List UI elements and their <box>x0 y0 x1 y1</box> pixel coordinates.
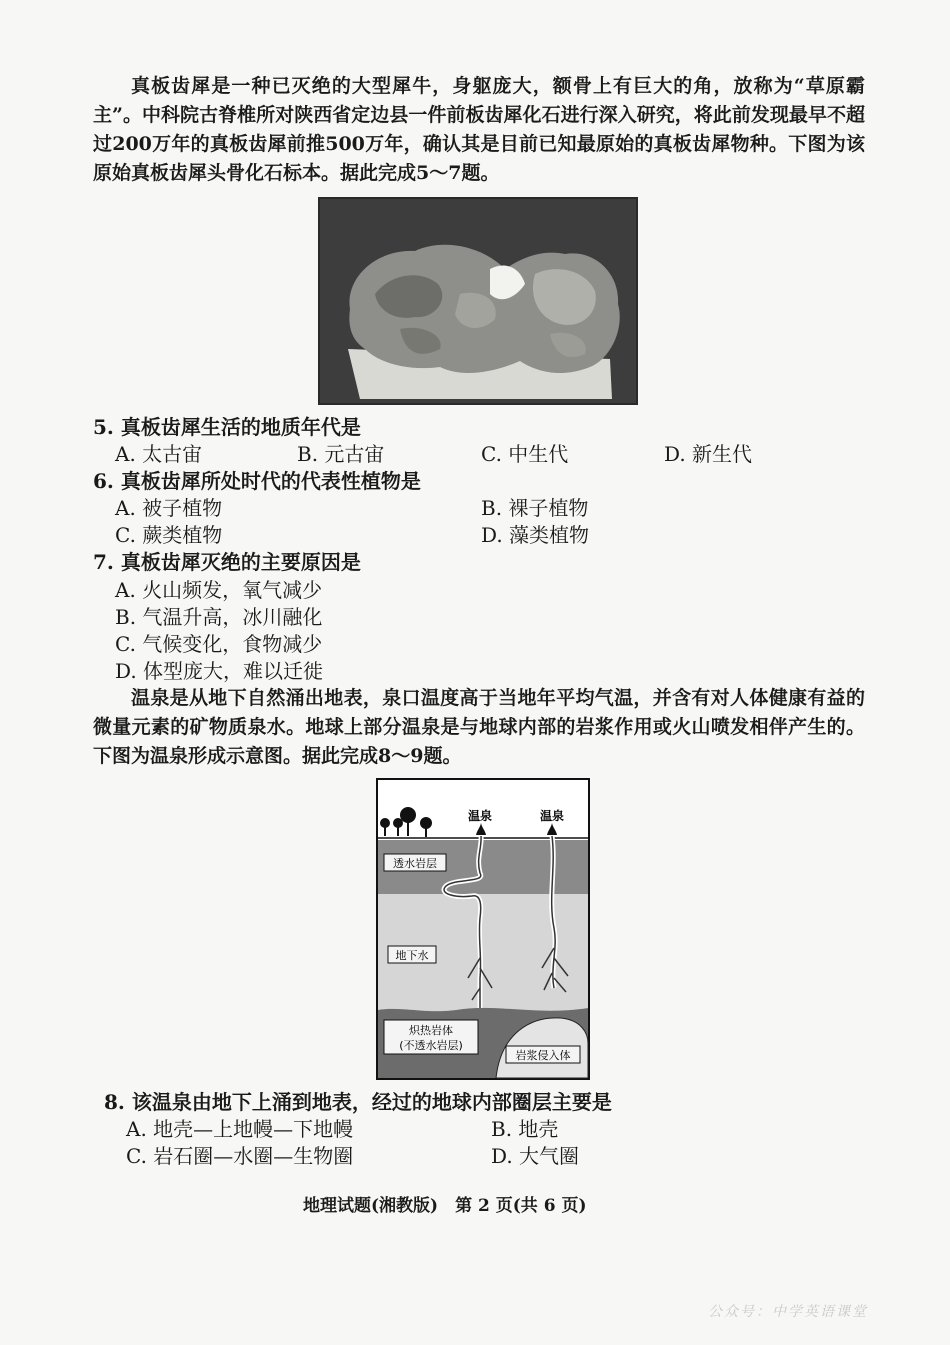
label-permeable-layer: 透水岩层 <box>393 857 437 870</box>
label-impermeable: (不透水岩层) <box>399 1039 463 1052</box>
q8-option-d: D. 大气圈 <box>491 1144 580 1168</box>
q5-option-c: C. 中生代 <box>481 442 569 466</box>
q6-option-c: C. 蕨类植物 <box>115 523 223 547</box>
q5-option-a: A. 太古宙 <box>115 442 203 466</box>
q7-option-c: C. 气候变化，食物减少 <box>115 632 323 656</box>
hot-spring-diagram <box>376 778 590 1080</box>
passage-hot-spring: 温泉是从地下自然涌出地表，泉口温度高于当地年平均气温，并含有对人体健康有益的微量元素的矿物质泉水。地球上部分温泉是与地球内部的岩浆作用或火山喷发相伴产生的。下图为温泉形成示意图。据此完成8～9题。 <box>93 687 865 767</box>
q6-option-d: D. 藻类植物 <box>481 523 590 547</box>
q7-option-d: D. 体型庞大，难以迁徙 <box>115 659 324 683</box>
question-5-stem: 5. 真板齿犀生活的地质年代是 <box>93 415 361 439</box>
question-6-stem: 6. 真板齿犀所处时代的代表性植物是 <box>93 469 421 493</box>
q8-option-c: C. 岩石圈—水圈—生物圈 <box>126 1144 354 1168</box>
q6-option-a: A. 被子植物 <box>115 496 223 520</box>
q7-option-b: B. 气温升高，冰川融化 <box>115 605 323 629</box>
q7-option-a: A. 火山频发，氧气减少 <box>115 578 323 602</box>
page-footer: 地理试题(湘教版) 第 2 页(共 6 页) <box>303 1196 587 1216</box>
fossil-skull-image <box>320 199 636 403</box>
label-groundwater: 地下水 <box>395 949 429 962</box>
q5-option-d: D. 新生代 <box>664 442 753 466</box>
watermark: 公众号：中学英语课堂 <box>708 1304 868 1320</box>
label-spring-1: 温泉 <box>467 809 493 823</box>
label-hot-rock: 炽热岩体 <box>409 1024 453 1037</box>
q5-option-b: B. 元古宙 <box>297 442 385 466</box>
passage-rhino: 真板齿犀是一种已灭绝的大型犀牛，身躯庞大，额骨上有巨大的角，放称为“草原霸主”。中科院古脊椎所对陕西省定边县一件前板齿犀化石进行深入研究，将此前发现最早不超过200万年的真板齿犀前推500万年，确认其是目前已知最原始的真板齿犀物种。下图为该原始真板齿犀头骨化石标本。据此完成5～7题。 <box>93 75 865 184</box>
fossil-skull-photo <box>318 197 638 405</box>
q8-option-b: B. 地壳 <box>491 1117 559 1141</box>
question-7-stem: 7. 真板齿犀灭绝的主要原因是 <box>93 550 361 574</box>
label-spring-2: 温泉 <box>539 809 565 823</box>
q8-option-a: A. 地壳—上地幔—下地幔 <box>126 1117 354 1141</box>
question-8-stem: 8. 该温泉由地下上涌到地表，经过的地球内部圈层主要是 <box>104 1090 612 1114</box>
label-magma: 岩浆侵入体 <box>515 1049 571 1062</box>
q6-option-b: B. 裸子植物 <box>481 496 589 520</box>
